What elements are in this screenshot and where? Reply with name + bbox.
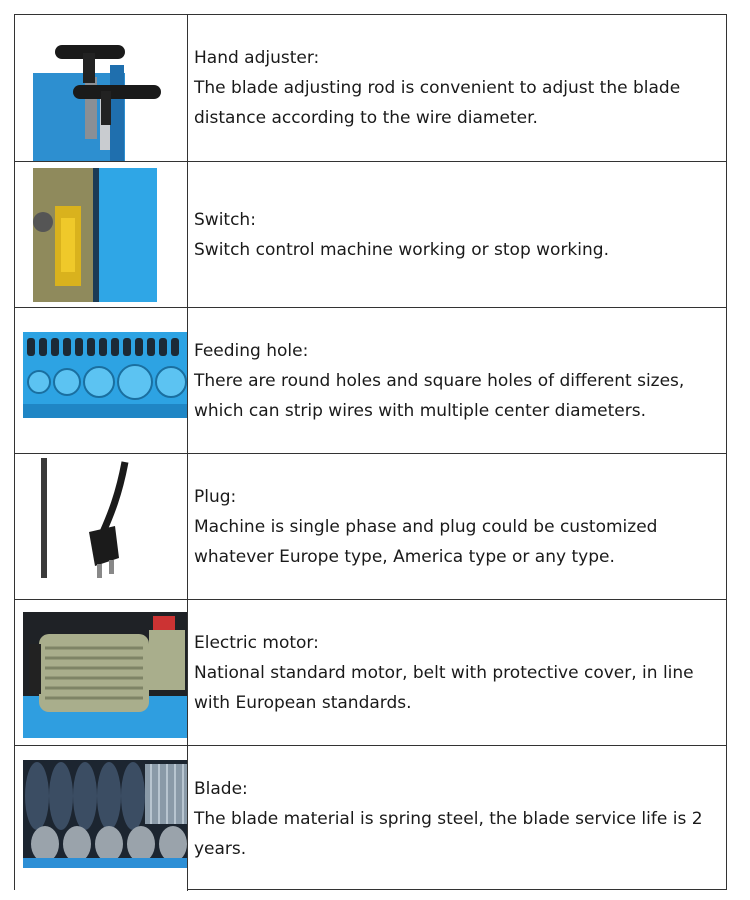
- row-description: The blade adjusting rod is convenient to adjust the blade distance according to the wire diameter.: [194, 78, 681, 128]
- row-description: Machine is single phase and plug could be customized whatever Europe type, America type or any type.: [194, 516, 658, 567]
- row-title: Blade:: [194, 778, 248, 799]
- row-title: Hand adjuster:: [194, 48, 320, 68]
- row-description: There are round holes and square holes of different sizes, which can strip wires with multiple center diameters.: [194, 370, 685, 421]
- hand-adjuster-photo: [15, 15, 188, 161]
- blade-text: [188, 746, 726, 891]
- row-description: Switch control machine working or stop working.: [194, 239, 609, 260]
- table-row-electric-motor: [15, 599, 726, 745]
- table-row-switch: [15, 161, 726, 307]
- feeding-hole-text: [188, 308, 726, 453]
- plug-photo: [15, 454, 188, 599]
- row-title: Plug:: [194, 486, 237, 507]
- plug-text: [188, 454, 726, 599]
- table-row-plug: [15, 453, 726, 599]
- electric-motor-text: [188, 600, 726, 745]
- row-description: National standard motor, belt with protective cover, in line with European standards.: [194, 662, 694, 713]
- table-row-feeding-hole: [15, 307, 726, 453]
- blade-photo: [15, 746, 188, 891]
- row-title: Feeding hole:: [194, 340, 309, 361]
- switch-text: [188, 162, 726, 307]
- row-description: The blade material is spring steel, the blade service life is 2 years.: [194, 808, 703, 859]
- hand-adjuster-text: [188, 15, 726, 161]
- row-title: Switch:: [194, 209, 256, 230]
- electric-motor-photo: [15, 600, 188, 745]
- row-title: Electric motor:: [194, 632, 319, 653]
- feeding-hole-photo: [15, 308, 188, 453]
- switch-photo: [15, 162, 188, 307]
- feature-table: [14, 14, 727, 890]
- table-row-blade: [15, 745, 726, 891]
- table-row-hand-adjuster: [15, 15, 726, 161]
